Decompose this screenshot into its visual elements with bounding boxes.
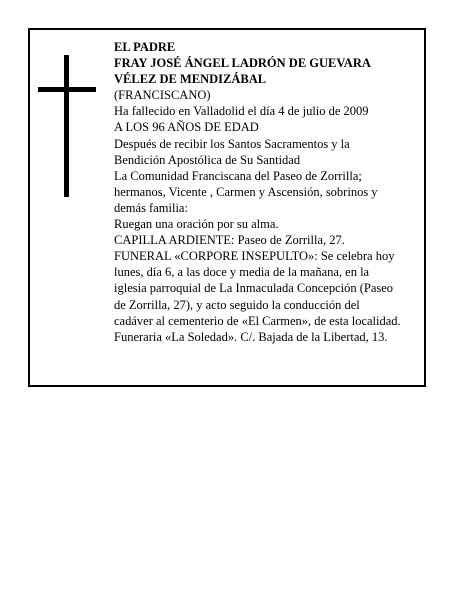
notice-line-sacraments: Después de recibir los Santos Sacramentos y la [114, 136, 350, 151]
notice-line-funeral-time: lunes, día 6, a las doce y media de la mañana, en la [114, 265, 370, 280]
notice-line-order: (FRANCISCANO) [114, 88, 211, 103]
notice-line-age: A LOS 96 AÑOS DE EDAD [114, 120, 259, 135]
notice-line-surname: VÉLEZ DE MENDIZÁBAL [114, 72, 267, 87]
notice-line-cemetery: cadáver al cementerio de «El Carmen», de esta localidad. [114, 313, 401, 328]
notice-line-community: La Comunidad Franciscana del Paseo de Zorrilla; [114, 168, 362, 183]
notice-line-name: FRAY JOSÉ ÁNGEL LADRÓN DE GUEVARA [114, 56, 371, 71]
notice-line-title: EL PADRE [114, 40, 176, 54]
notice-line-prayer: Ruegan una oración por su alma. [114, 217, 279, 232]
cross-horizontal-bar [38, 87, 96, 92]
notice-line-funeral: FUNERAL «CORPORE INSEPULTO»: Se celebra hoy [114, 249, 395, 264]
notice-line-death: Ha fallecido en Valladolid el día 4 de julio de 2009 [114, 104, 369, 119]
notice-line-family: hermanos, Vicente , Carmen y Ascensión, sobrinos y [114, 184, 378, 199]
notice-line-blessing: Bendición Apostólica de Su Santidad [114, 152, 301, 167]
cross-vertical-bar [64, 55, 69, 197]
notice-line-funeral-procession: de Zorrilla, 27), y acto seguido la conducción del [114, 297, 360, 312]
notice-line-funeral-home: Funeraria «La Soledad». C/. Bajada de la Libertad, 13. [114, 329, 388, 344]
notice-line-funeral-church: iglesia parroquial de La Inmaculada Concepción (Paseo [114, 281, 394, 296]
obituary-text [114, 39, 426, 345]
cross-icon [38, 55, 96, 197]
notice-line-chapel: CAPILLA ARDIENTE: Paseo de Zorrilla, 27. [114, 233, 345, 248]
notice-line-family-cont: demás familia: [114, 200, 188, 215]
